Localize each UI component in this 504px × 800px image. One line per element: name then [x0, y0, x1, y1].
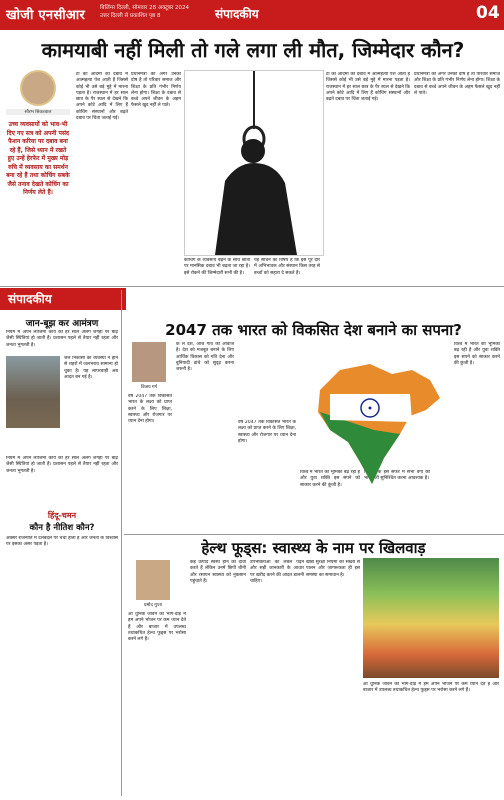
- lead-author-box: [6, 70, 70, 284]
- author-caption: सौरभ सिकरवाल: [6, 109, 70, 115]
- sidebar-body3: अक्सर राजनीति में दलबदल पर चर्चा होती है और जनता के विश्वास पर इसका असर पड़ता है।: [6, 536, 118, 548]
- sidebar-body2: जल निकासी की व्यवस्था न होने से शहरों में जलभराव सामान्य हो चुका है। यह लापरवाही अब आदत बन गई है।: [64, 356, 118, 380]
- third-body-col2: कई उत्पाद स्वस्थ होने का दावा करते हैं लेकिन उनमें छिपी चीनी और रसायन स्वास्थ्य को नुकसान पहुंचाते हैं।: [190, 560, 246, 584]
- lead-body-col5: टी का आदमी को दबाव में आत्महत्या पेश आती हैं जिससे कोई भी उसे बड़े मुद्दे में मारना पड़ता है। राजस्थान में हर साल छात्र के पैर स्थल से देखने कि अपने कोटे आदि में लिए हैं कोचिंग संस्थानों और बढ़ते दबाव पर चिंता जताई गई।: [326, 72, 410, 103]
- author-photo: [20, 70, 56, 106]
- lead-body-col6: प्रधानमंत्री की अगर उनको दोष है तो परिवार समाज और शिक्षा के प्रति गंभीर निर्णय लेना होगा। शिक्षा के दबाव से बच्चे अपने जीवन के अहम फैसले खुद नहीं ले पाते।: [414, 72, 500, 96]
- noose-shadow-icon: [185, 71, 323, 255]
- masthead-meta: [100, 4, 210, 20]
- author-caption-3: प्रमोद गुप्ता: [144, 603, 162, 608]
- second-body-col2: वर्ष 2047 तक विकसित भारत के लक्ष्य को प्राप्त करने के लिए शिक्षा, स्वास्थ्य और रोजगार पर ध्यान देना होगा।: [238, 420, 296, 444]
- newspaper-logo: खोजी एनसीआर: [6, 8, 86, 23]
- second-body-col0: वर्ष 2047 तक विकसित भारत के लक्ष्य को प्राप्त करने के लिए शिक्षा, स्वास्थ्य और रोजगार पर ध्यान देना होगा।: [128, 394, 172, 425]
- second-body-col4: विकास के इस सफर में सभी वर्गों की भागीदारी सुनिश्चित करना आवश्यक है।: [364, 470, 430, 482]
- masthead-date: बिलिंग्स दिल्ली, सोमवार 28 अक्टूबर 2024: [100, 5, 189, 11]
- column-divider: [121, 290, 122, 796]
- sidebar-section-label: संपादकीय: [0, 288, 126, 310]
- third-body-col3: उपभोक्ताओं को लेबल पढ़ने और सही जानकारी के आधार पर खरीद करने की आदत डालनी चाहिए।: [250, 560, 304, 584]
- author-caption-2: विजय गर्ग: [140, 385, 158, 390]
- lead-body-col1: टी का आदमी को दबाव में आत्महत्या पेश आती हैं जिससे कोई भी उसे बड़े मुद्दे में मारना पड़ता है। राजस्थान में हर साल छात्र के पैर स्थल से देखने कि अपने कोटे आदि में लिए हैं कोचिंग संस्थानों और बढ़ते दबाव पर चिंता जताई गई।: [76, 72, 128, 122]
- sidebar-subtitle: कौन है नीतिश कौन?: [29, 523, 95, 533]
- author-photo-2: [132, 342, 166, 382]
- pull-quote: उच्च व्यवसायों को भाव-भी दिए गए सत्र को अपनी पसंद फैशन करिया पर दबाव बना रहे हैं, जिसे ध्यान में रखते हुए उन्हें हेरफेर में मुख्य मोड़ रुचि में व्यवसाय का समर्थन बना रहे हैं तथा कोचिंग सबके जैसे तनाव देखते कोचिंग का निर्णय लेते हैं।: [6, 121, 70, 196]
- second-body-col5: विश्व में भारत की भूमिका बढ़ रही है और युवा शक्ति इस सपने को साकार करने की कुंजी है।: [454, 342, 500, 366]
- noose-illustration: [184, 70, 324, 256]
- sidebar-subsection: हिंदू-चमन: [47, 511, 77, 520]
- masthead: [0, 0, 504, 30]
- third-body-col4: खाद्य सुरक्षा नियमों का सख्ती से पालन और जागरूकता ही इस समस्या का समाधान है।: [306, 560, 360, 578]
- sidebar-title: जान-बूझ कर आमंत्रण: [25, 319, 99, 329]
- third-body-col5: आ धुनिक जीवन की भाग-दौड़ में हम अपने भोजन पर कम ध्यान देते हैं और बाजार में उपलब्ध तथाकथित हेल्थ फूड्स पर भरोसा करने लगे हैं।: [363, 682, 499, 694]
- india-map-icon: [300, 350, 452, 492]
- lead-body-col3: कोचिंग के व्यवसाय बढ़ने के साथ छात्रों पर मानसिक दबाव भी बढ़ता जा रहा है। इसे रोकने की जिम्मेदारी सभी की है।: [184, 258, 250, 276]
- second-headline: 2047 तक भारत को विकसित देश बनाने का सपना?: [165, 321, 462, 339]
- author-photo-3: [136, 560, 170, 600]
- second-body-col1: क ल देश, आज गांव की आवाज है। देश को मजबूत बनाने के लिए आर्थिक विकास को गति देना और बुनियादी ढांचे को सुदृढ़ करना जरूरी है।: [176, 342, 234, 373]
- divider: [0, 286, 504, 287]
- lead-headline: कामयाबी नहीं मिली तो गले लगा ली मौत, जिम्मेदार कौन?: [41, 38, 465, 62]
- third-headline: हेल्थ फूड्स: स्वास्थ्य के नाम पर खिलवाड़: [201, 539, 426, 557]
- lead-body-col4: यह सोचने का विषय है कि इस पूरे दौर में अभिभावक और संस्थान किस तरह से बच्चों को सहारा दे सकते हैं।: [254, 258, 320, 276]
- page-number: 04: [476, 3, 500, 23]
- sidebar-body: नियम में अपने लाजिमा कार्य की हर साल अलग जगहों पर बाढ़ जैसी स्थितियां हो जाती हैं। प्रशासन पहले से तैयार नहीं रहता और जनता भुगतती है।: [6, 330, 118, 348]
- section-title: संपादकीय: [215, 7, 259, 21]
- second-body-col3: विश्व में भारत की भूमिका बढ़ रही है और युवा शक्ति इस सपने को साकार करने की कुंजी है।: [300, 470, 360, 488]
- third-body-col1: आ धुनिक जीवन की भाग-दौड़ में हम अपने भोजन पर कम ध्यान देते हैं और बाजार में उपलब्ध तथाकथित हेल्थ फूड्स पर भरोसा करने लगे हैं।: [128, 612, 186, 643]
- flood-photo: [6, 356, 60, 428]
- sidebar-body-cont: नियम में अपने लाजिमा कार्य की हर साल अलग जगहों पर बाढ़ जैसी स्थितियां हो जाती हैं। प्रशासन पहले से तैयार नहीं रहता और जनता भुगतती है।: [6, 456, 118, 474]
- lead-body-col2: प्रधानमंत्री की अगर उनको दोष है तो परिवार समाज और शिक्षा के प्रति गंभीर निर्णय लेना होगा। शिक्षा के दबाव से बच्चे अपने जीवन के अहम फैसले खुद नहीं ले पाते।: [131, 72, 181, 109]
- divider-2: [124, 534, 504, 535]
- supermarket-photo: [363, 558, 499, 678]
- masthead-edition: उत्तर दिल्ली से प्रकाशित पृष्ठ 8: [100, 13, 161, 19]
